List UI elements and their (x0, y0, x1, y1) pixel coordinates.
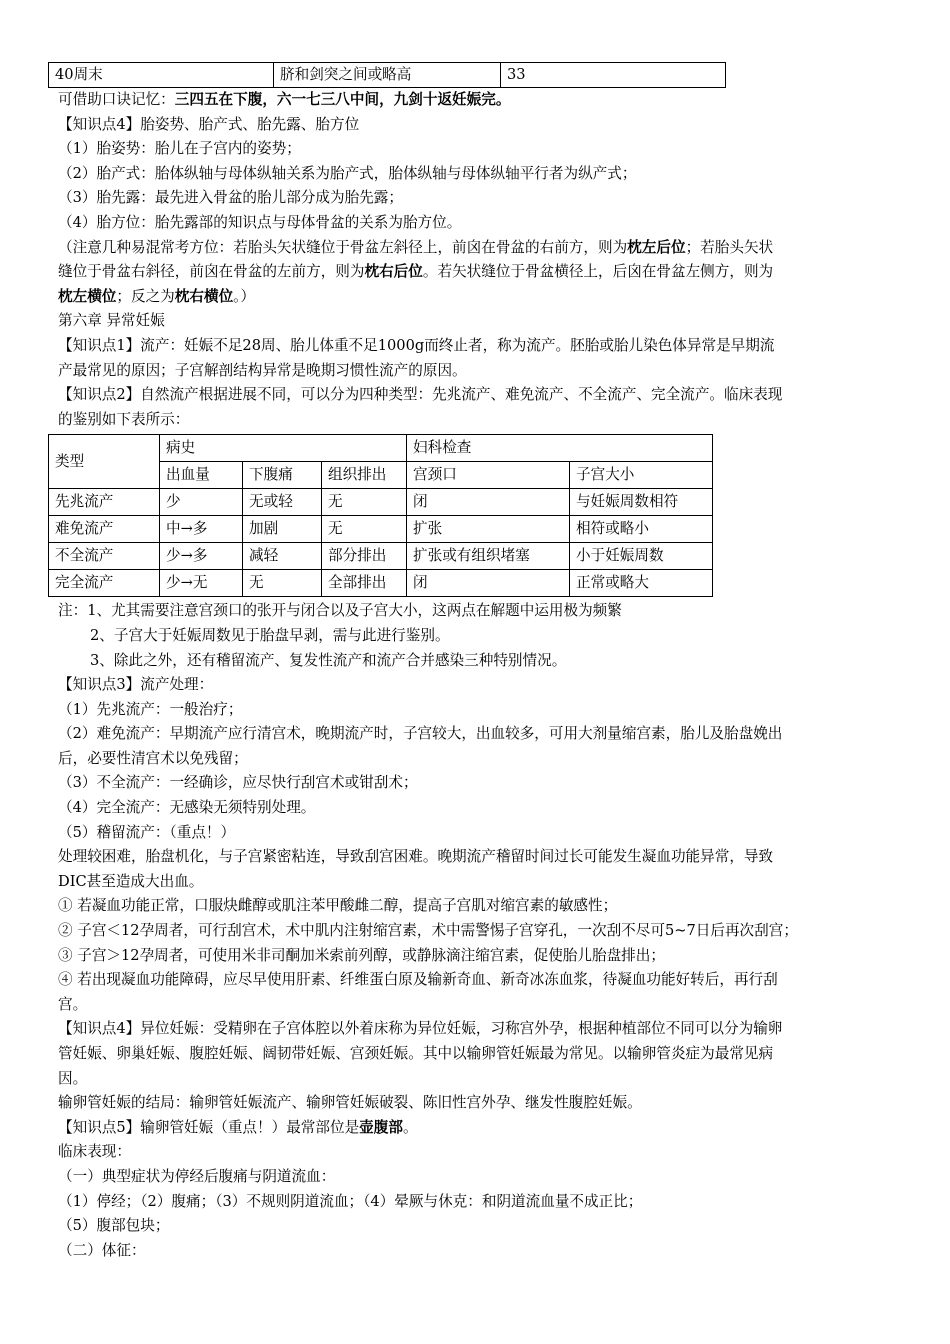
note-line: 2、子宫大于妊娠周数见于胎盘早剥，需与此进行鉴别。 (90, 626, 450, 644)
text: ；若胎头矢状 (685, 238, 774, 256)
text: （注意几种易混常考方位：若胎头矢状缝位于骨盆左斜径上，前囟在骨盆的右前方，则为 (58, 238, 628, 256)
table-row (49, 543, 713, 570)
bold-text: 枕左横位 (58, 287, 117, 305)
header-cell: 宫颈口 (407, 462, 570, 489)
paragraph: （2）胎产式：胎体纵轴与母体纵轴关系为胎产式，胎体纵轴与母体纵轴平行者为纵产式； (58, 164, 637, 182)
chapter-heading: 第六章 异常妊娠 (58, 312, 165, 330)
fundal-height-table (48, 62, 726, 88)
table-cell: 无 (322, 516, 407, 543)
table-cell: 闭 (407, 489, 570, 516)
bold-text: 枕左后位 (627, 238, 686, 256)
section-heading: 【知识点4】胎姿势、胎产式、胎先露、胎方位 (58, 115, 360, 133)
table-cell: 正常或略大 (570, 570, 713, 597)
header-cell: 子宫大小 (570, 462, 713, 489)
list-item: ① 若凝血功能正常，口服炔雌醇或肌注苯甲酸雌二醇，提高子宫肌对缩宫素的敏感性； (58, 897, 618, 915)
paragraph: （5）稽留流产：（重点！） (58, 823, 236, 841)
table-row (49, 63, 726, 88)
paragraph: （一）典型症状为停经后腹痛与阴道流血： (58, 1167, 336, 1185)
paragraph: 的鉴别如下表所示： (58, 410, 190, 428)
paragraph: （3）不全流产：一经确诊，应尽快行刮宫术或钳刮术； (58, 774, 418, 792)
paragraph: （3）胎先露：最先进入骨盆的胎儿部分成为胎先露； (58, 189, 403, 207)
text: 【知识点5】输卵管妊娠（重点！）最常部位是 (58, 1118, 360, 1136)
note-line (58, 285, 898, 310)
bold-text: 壶腹部 (359, 1118, 403, 1136)
text: 。） (233, 287, 256, 305)
paragraph: DIC甚至造成大出血。 (58, 872, 204, 890)
paragraph: 后，必要性清宫术以免残留； (58, 749, 248, 767)
table-cell: 相符或略小 (570, 516, 713, 543)
section-heading: 【知识点3】流产处理： (58, 676, 214, 694)
note-line: 注：1、尤其需要注意宫颈口的张开与闭合以及子宫大小，这两点在解题中运用极为频繁 (58, 602, 622, 620)
paragraph: 临床表现： (58, 1143, 131, 1161)
section-heading (58, 1116, 898, 1141)
bold-text: 枕右后位 (364, 263, 423, 281)
table-cell: 扩张或有组织堵塞 (407, 543, 570, 570)
table-cell: 少→无 (160, 570, 243, 597)
paragraph: （2）难免流产：早期流产应行清宫术，晚期流产时，子宫较大，出血较多，可用大剂量缩宫素，胎儿及胎盘娩出 (58, 725, 783, 743)
header-cell: 下腹痛 (243, 462, 322, 489)
table-cell: 完全流产 (49, 570, 160, 597)
bold-text: 三四五在下腹，六一七三八中间，九剑十返妊娠完。 (174, 91, 511, 108)
table-cell: 无 (243, 570, 322, 597)
table-cell: 加剧 (243, 516, 322, 543)
paragraph: 管妊娠、卵巢妊娠、腹腔妊娠、阔韧带妊娠、宫颈妊娠。其中以输卵管妊娠最为常见。以输卵管炎症为最常见病 (58, 1045, 774, 1062)
list-item: ③ 子宫＞12孕周者，可使用米非司酮加米索前列醇，或静脉滴注缩宫素，促使胎儿胎盘排出； (58, 946, 665, 964)
paragraph: 输卵管妊娠的结局：输卵管妊娠流产、输卵管妊娠破裂、陈旧性宫外孕、继发性腹腔妊娠。 (58, 1094, 642, 1112)
table-cell: 与妊娠周数相符 (570, 489, 713, 516)
table-cell: 难免流产 (49, 516, 160, 543)
paragraph: （1）先兆流产：一般治疗； (58, 700, 243, 718)
list-item: ④ 若出现凝血功能障碍，应尽早使用肝素、纤维蛋白原及输新奇血、新奇冰冻血浆，待凝血功能好转后，再行刮 (58, 971, 778, 989)
note-line: 3、除此之外，还有稽留流产、复发性流产和流产合并感染三种特别情况。 (90, 651, 567, 669)
paragraph: （5）腹部包块； (58, 1217, 170, 1235)
table-cell: 先兆流产 (49, 489, 160, 516)
list-item: ② 子宫＜12孕周者，可行刮宫术，术中肌内注射缩宫素，术中需警惕子宫穿孔，一次刮不尽可5~7日后再次刮宫； (58, 922, 798, 940)
paragraph: 因。 (58, 1069, 88, 1087)
note-line (58, 260, 898, 285)
note-line (58, 236, 898, 261)
text: ；反之为 (116, 287, 175, 305)
paragraph: （1）胎姿势：胎儿在子宫内的姿势； (58, 140, 301, 158)
table-cell: 闭 (407, 570, 570, 597)
table-cell: 不全流产 (49, 543, 160, 570)
text: 缝位于骨盆右斜径，前囟在骨盆的左前方，则为 (58, 263, 365, 281)
paragraph: 【知识点4】异位妊娠：受精卵在子宫体腔以外着床称为异位妊娠，习称宫外孕，根据种植部位不同可以分为输卵 (58, 1020, 783, 1038)
text: 可借助口诀记忆： (58, 91, 175, 108)
header-cell: 病史 (160, 435, 407, 462)
table-cell: 脐和剑突之间或略高 (274, 63, 501, 88)
table-row (49, 516, 713, 543)
document-page (55, 62, 898, 1263)
header-cell: 组织排出 (322, 462, 407, 489)
table-cell: 减轻 (243, 543, 322, 570)
paragraph: 【知识点1】流产：妊娠不足28周、胎儿体重不足1000g而终止者，称为流产。胚胎或胎儿染色体异常是早期流 (58, 336, 775, 354)
paragraph: 产最常见的原因；子宫解剖结构异常是晚期习惯性流产的原因。 (58, 361, 467, 379)
paragraph: 处理较困难，胎盘机化，与子宫紧密粘连，导致刮宫困难。晚期流产稽留时间过长可能发生凝血功能异常，导致 (58, 848, 774, 866)
table-cell: 少→多 (160, 543, 243, 570)
paragraph: （4）完全流产：无感染无须特别处理。 (58, 799, 316, 817)
table-cell: 少 (160, 489, 243, 516)
table-cell: 全部排出 (322, 570, 407, 597)
header-cell: 出血量 (160, 462, 243, 489)
list-item: 宫。 (58, 995, 88, 1013)
table-row (49, 570, 713, 597)
table-header-row (49, 435, 713, 462)
table-cell: 中→多 (160, 516, 243, 543)
table-cell: 小于妊娠周数 (570, 543, 713, 570)
paragraph: （1）停经；（2）腹痛；（3）不规则阴道流血；（4）晕厥与休克：和阴道流血量不成正比； (58, 1192, 643, 1210)
bold-text: 枕右横位 (174, 287, 234, 305)
header-cell: 妇科检查 (407, 435, 713, 462)
table-cell: 无或轻 (243, 489, 322, 516)
table-cell: 33 (501, 63, 726, 88)
header-cell: 类型 (49, 435, 160, 489)
mnemonic-line (58, 88, 898, 113)
table-cell: 部分排出 (322, 543, 407, 570)
table-cell: 扩张 (407, 516, 570, 543)
paragraph: 【知识点2】自然流产根据进展不同，可以分为四种类型：先兆流产、难免流产、不全流产、完全流产。临床表现 (58, 386, 783, 404)
text: 。若矢状缝位于骨盆横径上，后囟在骨盆左侧方，则为 (422, 263, 774, 281)
table-row (49, 489, 713, 516)
paragraph: （二）体征： (58, 1241, 146, 1259)
paragraph: （4）胎方位：胎先露部的知识点与母体骨盆的关系为胎方位。 (58, 213, 462, 231)
abortion-table (48, 434, 713, 597)
text: 。 (402, 1118, 418, 1136)
table-cell: 40周末 (49, 63, 274, 88)
table-cell: 无 (322, 489, 407, 516)
